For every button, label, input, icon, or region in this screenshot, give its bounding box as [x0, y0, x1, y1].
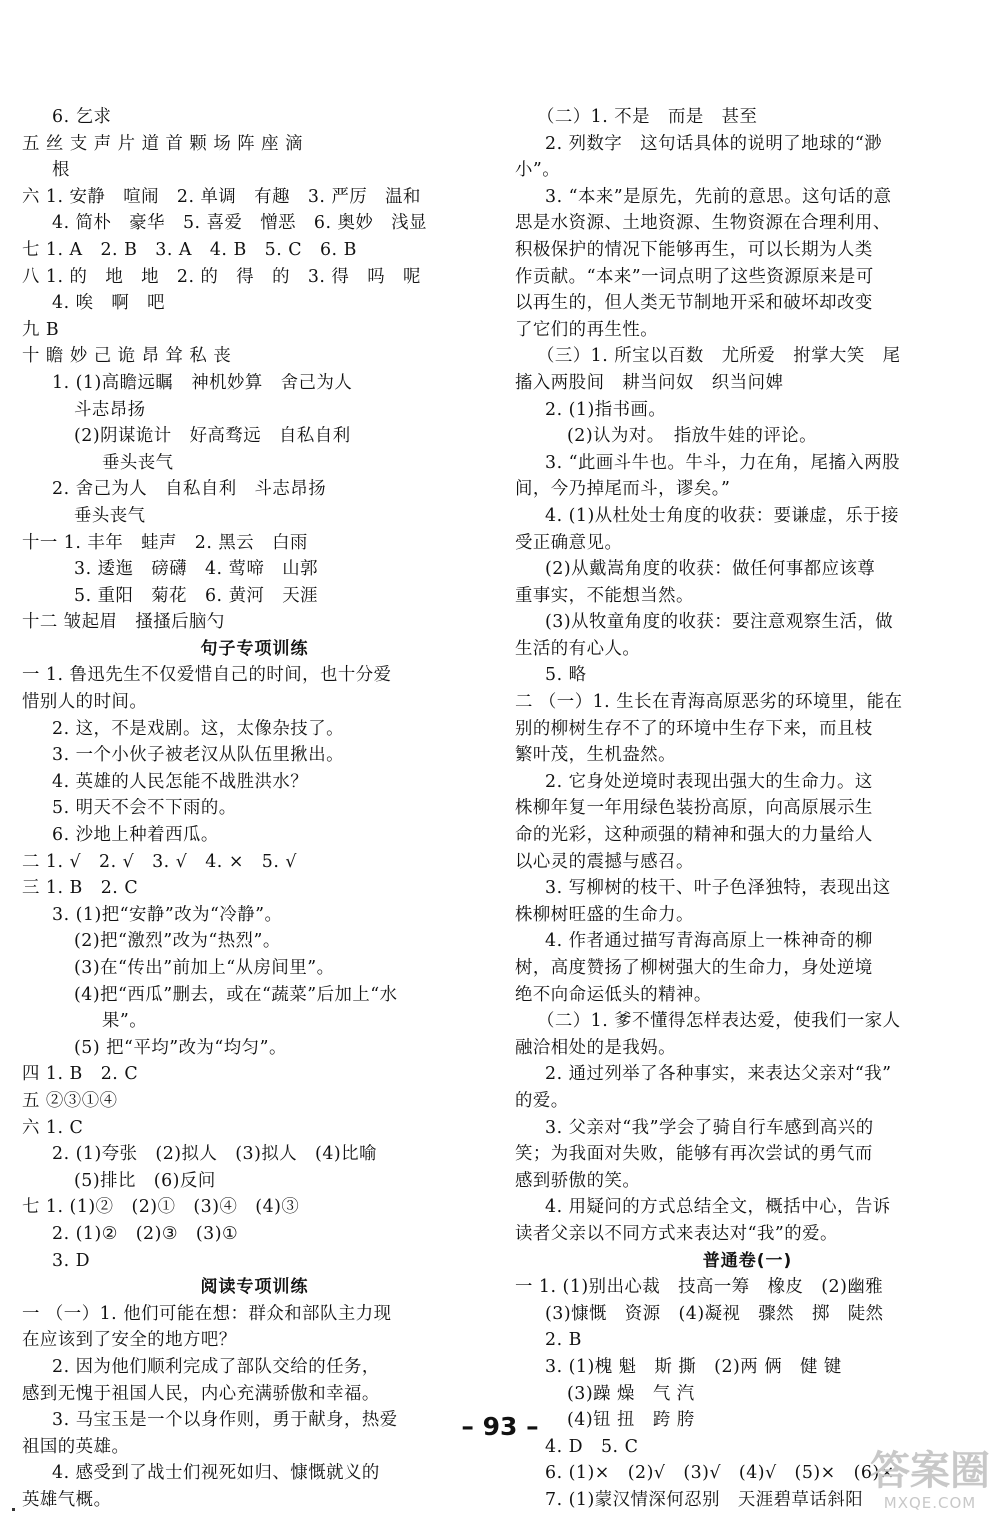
- answer-line: 3. (1)把“安静”改为“冷静”。: [52, 904, 283, 925]
- answer-line: (2)把“激烈”改为“热烈”。: [74, 931, 281, 952]
- answer-line: 3. D: [52, 1250, 91, 1271]
- answer-line: 2. 它身处逆境时表现出强大的生命力。这: [545, 771, 873, 792]
- answer-line: 繁叶茂，生机盎然。: [515, 745, 677, 766]
- answer-line: (2)阴谋诡计 好高骛远 自私自利: [74, 426, 351, 447]
- answer-line: (2)从戴嵩角度的收获：做任何事都应该尊: [545, 559, 876, 580]
- answer-line: 七 1. (1)② (2)① (3)④ (4)③: [22, 1197, 300, 1218]
- answer-line: 一 （一）1. 他们可能在想：群众和部队主力现: [22, 1303, 392, 1324]
- watermark-logo: [870, 1448, 990, 1512]
- answer-line: 5. 重阳 菊花 6. 黄河 天涯: [74, 585, 319, 606]
- page-number: – 93 –: [461, 1412, 539, 1441]
- answer-line: 4. (1)从杜处士角度的收获：要谦虚，乐于接: [545, 505, 899, 526]
- answer-line: (3)躁 燥 气 汽: [567, 1383, 695, 1404]
- answer-line: (3)在“传出”前加上“从房间里”。: [74, 958, 335, 978]
- answer-line: 搐入两股间 耕当问奴 织当问婢: [515, 372, 784, 393]
- answer-line: 作贡献。“本来”一词点明了这些资源原来是可: [515, 266, 874, 287]
- answer-line: 一 1. (1)别出心裁 技高一筹 橡皮 (2)幽雅: [515, 1277, 884, 1298]
- answer-line: 1. (1)高瞻远瞩 神机妙算 舍己为人: [52, 372, 353, 393]
- answer-line: 2. B: [545, 1330, 582, 1351]
- answer-line: 6. (1)× (2)√ (3)√ (4)√ (5)× (6)×: [545, 1463, 895, 1484]
- answer-line: 树，高度赞扬了柳树强大的生命力，身处逆境: [515, 958, 873, 978]
- answer-line: 2. 通过列举了各种事实，来表达父亲对“我”: [545, 1064, 892, 1085]
- answer-line: 2. (1)夸张 (2)拟人 (3)拟人 (4)比喻: [52, 1144, 377, 1165]
- answer-line: 5. 略: [545, 665, 587, 686]
- answer-line: 垂头丧气: [74, 505, 146, 526]
- answer-line: 4. D 5. C: [545, 1436, 639, 1457]
- answer-line: 株柳树旺盛的生命力。: [515, 904, 694, 925]
- answer-line: 3. “此画斗牛也。牛斗，力在角，尾搐入两股: [545, 452, 901, 473]
- answer-line: 十 瞻 妙 己 诡 昂 耸 私 丧: [22, 346, 232, 367]
- answer-line: 绝不向命运低头的精神。: [515, 984, 712, 1005]
- section-heading: 阅读专项训练: [200, 1277, 309, 1298]
- right-column: [515, 104, 980, 1513]
- answer-line: 2. (1)指书画。: [545, 399, 667, 420]
- answer-line: （二）1. 爹不懂得怎样表达爱，使我们一家人: [537, 1011, 901, 1032]
- answer-line: 小”。: [515, 160, 561, 181]
- answer-line: 4. 英雄的人民怎能不战胜洪水？: [52, 771, 309, 792]
- answer-line: 根: [52, 160, 70, 181]
- answer-line: 垂头丧气: [102, 452, 174, 473]
- answer-line: 的爱。: [515, 1090, 569, 1111]
- answer-line: (3)从牧童角度的收获：要注意观察生活，做: [545, 612, 894, 633]
- answer-line: 3. 一个小伙子被老汉从队伍里揪出。: [52, 745, 344, 766]
- left-column: [22, 104, 487, 1513]
- answer-line: （二）1. 不是 而是 甚至: [537, 107, 758, 127]
- answer-line: (5)排比 (6)反问: [74, 1170, 216, 1191]
- answer-line: 果”。: [102, 1011, 148, 1032]
- answer-line: 惜别人的时间。: [22, 692, 148, 713]
- watermark-url: MXQE.COM: [883, 1494, 977, 1512]
- answer-line: 六 1. 安静 喧闹 2. 单调 有趣 3. 严厉 温和: [22, 186, 421, 207]
- answer-line: 十一 1. 丰年 蛙声 2. 黑云 白雨: [22, 532, 308, 553]
- answer-line: (5) 把“平均”改为“均匀”。: [74, 1037, 287, 1058]
- answer-line: 3. “本来”是原先，先前的意思。这句话的意: [545, 186, 892, 207]
- scan-dot: [12, 1508, 15, 1511]
- answer-line: （三）1. 所宝以百数 尤所爱 拊掌大笑 尾: [537, 346, 901, 367]
- answer-line: 英雄气概。: [22, 1489, 112, 1510]
- answer-line: 5. 明天不会不下雨的。: [52, 798, 237, 819]
- answer-line: 笑；为我面对失败，能够有再次尝试的勇气而: [515, 1144, 873, 1165]
- answer-line: 九 B: [22, 319, 60, 340]
- answer-line: 五 丝 支 声 片 道 首 颗 场 阵 座 滴: [22, 133, 303, 154]
- answer-line: 3. 逶迤 磅礴 4. 莺啼 山郭: [74, 559, 319, 580]
- answer-line: (4)把“西瓜”删去，或在“蔬菜”后加上“水: [74, 984, 398, 1005]
- answer-line: 2. 列数字 这句话具体的说明了地球的“渺: [545, 133, 883, 154]
- answer-line: 3. 父亲对“我”学会了骑自行车感到高兴的: [545, 1117, 874, 1138]
- answer-line: 感到无愧于祖国人民，内心充满骄傲和幸福。: [22, 1383, 380, 1404]
- answer-line: 四 1. B 2. C: [22, 1064, 139, 1085]
- answer-line: 感到骄傲的笑。: [515, 1170, 641, 1191]
- answer-line: 间，今乃掉尾而斗，谬矣。”: [515, 479, 731, 500]
- answer-line: 2. 这，不是戏剧。这，太像杂技了。: [52, 718, 344, 739]
- answer-line: (3)慷慨 资源 (4)凝视 骤然 掷 陡然: [545, 1303, 884, 1324]
- answer-line: 六 1. C: [22, 1117, 84, 1138]
- answer-line: 二 （一）1. 生长在青海高原恶劣的环境里，能在: [515, 692, 903, 713]
- answer-line: 3. 马宝玉是一个以身作则，勇于献身，热爱: [52, 1410, 398, 1431]
- answer-line: 以再生的，但人类无节制地开采和破坏却改变: [515, 293, 873, 314]
- answer-line: 祖国的英雄。: [22, 1436, 130, 1457]
- answer-line: 二 1. √ 2. √ 3. √ 4. × 5. √: [22, 851, 297, 872]
- answer-line: 4. 感受到了战士们视死如归、慷慨就义的: [52, 1463, 380, 1484]
- answer-line: 十二 皱起眉 搔搔后脑勺: [22, 612, 225, 633]
- answer-line: 命的光彩，这种顽强的精神和强大的力量给人: [515, 825, 873, 846]
- section-heading: 普通卷(一): [702, 1250, 793, 1271]
- answer-line: 4. 简朴 豪华 5. 喜爱 憎恶 6. 奥妙 浅显: [52, 213, 428, 234]
- answer-line: (4)钮 扭 跨 胯: [567, 1410, 695, 1431]
- answer-line: 了它们的再生性。: [515, 319, 659, 340]
- answer-line: 在应该到了安全的地方吧？: [22, 1330, 237, 1351]
- answer-line: 2. (1)② (2)③ (3)①: [52, 1223, 239, 1244]
- answer-line: 斗志昂扬: [74, 399, 146, 420]
- watermark-title: 答案圈: [870, 1448, 990, 1494]
- answer-line: 八 1. 的 地 地 2. 的 得 的 3. 得 吗 呢: [22, 266, 421, 287]
- answer-line: 6. 沙地上种着西瓜。: [52, 825, 219, 846]
- answer-line: 4. 作者通过描写青海高原上一株神奇的柳: [545, 931, 873, 952]
- answer-line: 4. 唉 啊 吧: [52, 293, 166, 314]
- answer-line: 3. (1)槐 魁 斯 撕 (2)两 俩 健 键: [545, 1356, 842, 1377]
- answer-line: 别的柳树生存不了的环境中生存下来，而且枝: [515, 718, 873, 739]
- answer-line: 五 ②③①④: [22, 1090, 118, 1111]
- answer-line: 重事实，不能想当然。: [515, 585, 694, 606]
- answer-line: 思是水资源、土地资源、生物资源在合理利用、: [515, 213, 891, 234]
- answer-line: (2)认为对。 指放牛娃的评论。: [567, 426, 818, 447]
- answer-line: 株柳年复一年用绿色装扮高原，向高原展示生: [515, 798, 873, 819]
- answer-line: 三 1. B 2. C: [22, 878, 139, 899]
- answer-line: 4. 用疑问的方式总结全文，概括中心，告诉: [545, 1197, 891, 1218]
- answer-line: 生活的有心人。: [515, 638, 641, 659]
- answer-line: 6. 乞求: [52, 107, 112, 127]
- answer-line: 7. (1)蒙汉情深何忍别 天涯碧草话斜阳: [545, 1489, 864, 1510]
- section-heading: 句子专项训练: [200, 638, 309, 659]
- answer-line: 一 1. 鲁迅先生不仅爱惜自己的时间，也十分爱: [22, 665, 392, 686]
- answer-line: 以心灵的震撼与感召。: [515, 851, 694, 872]
- answer-line: 读者父亲以不同方式来表达对“我”的爱。: [515, 1223, 838, 1244]
- answer-line: 2. 因为他们顺利完成了部队交给的任务，: [52, 1356, 380, 1377]
- answer-line: 七 1. A 2. B 3. A 4. B 5. C 6. B: [22, 239, 357, 260]
- answer-line: 融洽相处的是我妈。: [515, 1037, 677, 1058]
- answer-line: 受正确意见。: [515, 532, 623, 553]
- answer-line: 3. 写柳树的枝干、叶子色泽独特，表现出这: [545, 878, 891, 899]
- answer-line: 2. 舍己为人 自私自利 斗志昂扬: [52, 479, 327, 500]
- answer-line: 积极保护的情况下能够再生，可以长期为人类: [515, 239, 873, 260]
